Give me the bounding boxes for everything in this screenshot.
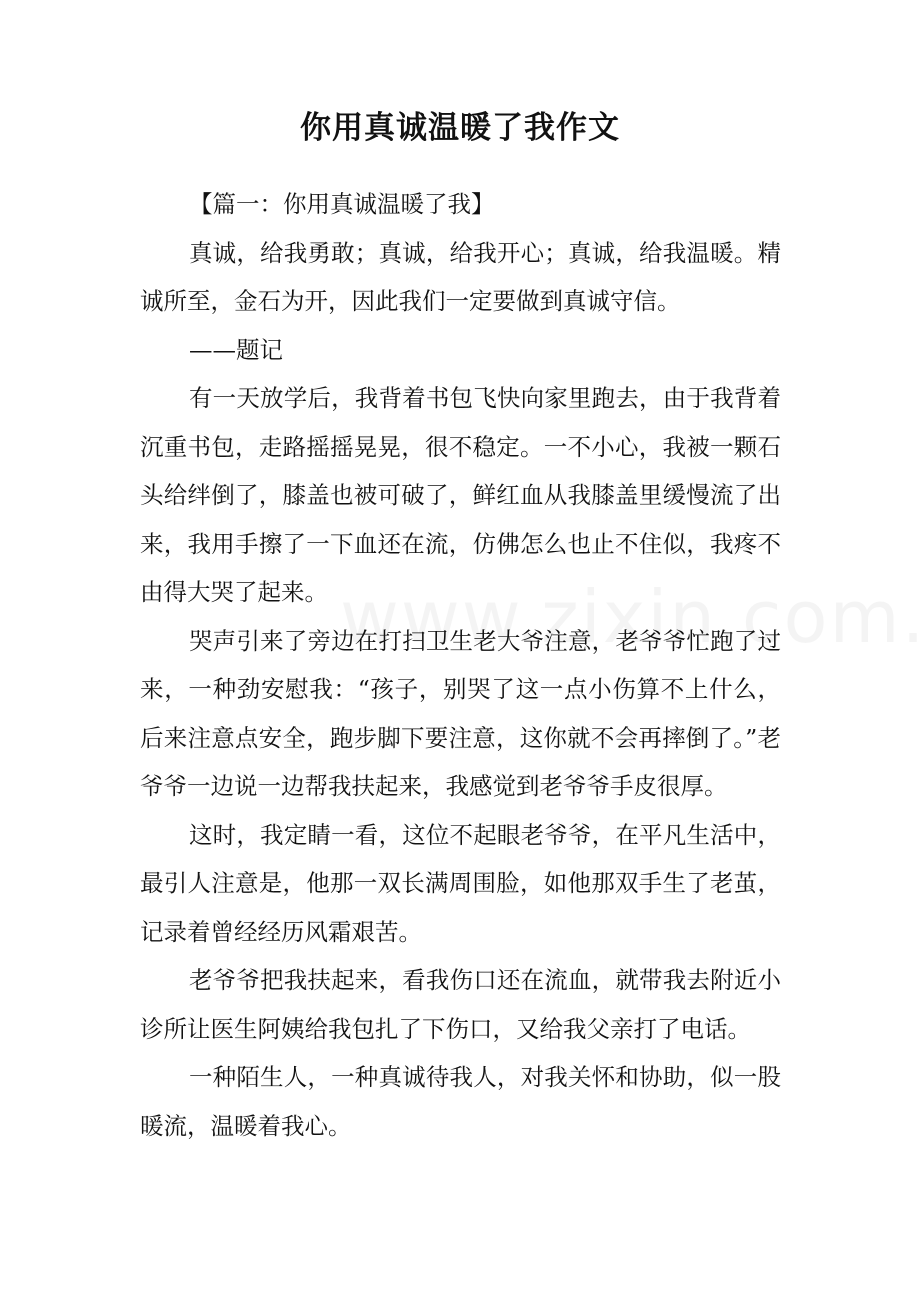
section-heading: 【篇一：你用真诚温暖了我】 (189, 190, 495, 218)
paragraph-fall: 有一天放学后，我背着书包飞快向家里跑去，由于我背着沉重书包，走路摇摇晃晃，很不稳定。一不小心，我被一颗石头给绊倒了，膝盖也被可破了，鲜红血从我膝盖里缓慢流了出来，我用手擦了一下血还在流，仿佛怎么也止不住似，我疼不由得大哭了起来。 (140, 384, 781, 606)
document-body (140, 180, 781, 1150)
paragraph-epigraph-label: ——题记 (189, 335, 283, 364)
paragraph-grandpa-description: 这时，我定睛一看，这位不起眼老爷爷，在平凡生活中，最引人注意是，他那一双长满周围脸，如他那双手生了老茧，记录着曾经经历风霜艰苦。 (140, 820, 781, 946)
paragraph-conclusion: 一种陌生人，一种真诚待我人，对我关怀和协助，似一股暖流，温暖着我心。 (140, 1063, 781, 1140)
paragraph-grandpa-comfort: 哭声引来了旁边在打扫卫生老大爷注意，老爷爷忙跑了过来，一种劲安慰我：“孩子，别哭了这一点小伤算不上什么，后来注意点安全，跑步脚下要注意，这你就不会再摔倒了。”老爷爷一边说一边帮我扶起来，我感觉到老爷爷手皮很厚。 (140, 626, 781, 800)
paragraph-clinic: 老爷爷把我扶起来，看我伤口还在流血，就带我去附近小诊所让医生阿姨给我包扎了下伤口，又给我父亲打了电话。 (140, 966, 781, 1043)
document-title: 你用真诚温暖了我作文 (300, 110, 620, 146)
paragraph-intro: 真诚，给我勇敢；真诚，给我开心；真诚，给我温暖。精诚所至，金石为开，因此我们一定要做到真诚守信。 (140, 238, 781, 315)
